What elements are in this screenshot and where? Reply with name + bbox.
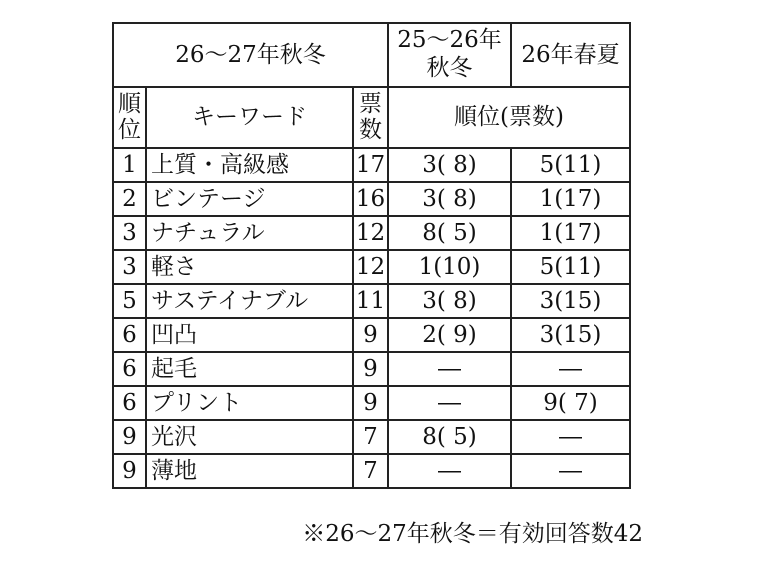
footnote: ※26～27年秋冬＝有効回答数42 [302, 521, 643, 547]
votes-header-line1: 票 [359, 91, 382, 118]
spring-period-rank-cell: 3(15) [511, 284, 630, 318]
rank-cell: 6 [113, 386, 146, 420]
ranking-table-container [112, 22, 631, 489]
prev-period-rank-cell: ― [388, 386, 511, 420]
votes-header-line2: 数 [359, 116, 382, 143]
votes-cell: 9 [353, 318, 388, 352]
keyword-cell: 軽さ [146, 250, 353, 284]
rank-cell: 5 [113, 284, 146, 318]
prev-period-rank-cell: 8( 5) [388, 216, 511, 250]
keyword-cell: ナチュラル [146, 216, 353, 250]
rank-column-header [113, 87, 146, 148]
table-row [113, 454, 630, 488]
keyword-column-header: キーワード [146, 87, 353, 148]
prev-period-rank-cell: 2( 9) [388, 318, 511, 352]
rank-cell: 9 [113, 454, 146, 488]
table-row [113, 420, 630, 454]
spring-period-rank-cell: 3(15) [511, 318, 630, 352]
votes-cell: 11 [353, 284, 388, 318]
table-row [113, 386, 630, 420]
votes-cell: 17 [353, 148, 388, 182]
spring-period-header: 26年春夏 [511, 23, 630, 87]
keyword-cell: 光沢 [146, 420, 353, 454]
table-row [113, 182, 630, 216]
votes-column-header [353, 87, 388, 148]
keyword-cell: 凹凸 [146, 318, 353, 352]
spring-period-rank-cell: 1(17) [511, 182, 630, 216]
keyword-ranking-table [112, 22, 631, 489]
table-row [113, 284, 630, 318]
votes-cell: 9 [353, 352, 388, 386]
rank-votes-column-header: 順位(票数) [388, 87, 630, 148]
rank-cell: 9 [113, 420, 146, 454]
keyword-cell: ビンテージ [146, 182, 353, 216]
spring-period-rank-cell: 1(17) [511, 216, 630, 250]
rank-cell: 3 [113, 216, 146, 250]
rank-cell: 2 [113, 182, 146, 216]
rank-cell: 6 [113, 352, 146, 386]
votes-cell: 7 [353, 454, 388, 488]
keyword-cell: プリント [146, 386, 353, 420]
prev-period-rank-cell: ― [388, 352, 511, 386]
votes-cell: 12 [353, 216, 388, 250]
rank-cell: 3 [113, 250, 146, 284]
header-row-columns [113, 87, 630, 148]
current-period-header: 26～27年秋冬 [113, 23, 388, 87]
rank-cell: 6 [113, 318, 146, 352]
keyword-cell: 上質・高級感 [146, 148, 353, 182]
votes-cell: 12 [353, 250, 388, 284]
prev-period-rank-cell: 1(10) [388, 250, 511, 284]
header-row-periods [113, 23, 630, 87]
prev-period-rank-cell: 3( 8) [388, 182, 511, 216]
rank-header-line2: 位 [118, 116, 141, 143]
keyword-cell: 薄地 [146, 454, 353, 488]
keyword-cell: サステイナブル [146, 284, 353, 318]
prev-period-rank-cell: 8( 5) [388, 420, 511, 454]
table-row [113, 250, 630, 284]
rank-cell: 1 [113, 148, 146, 182]
prev-period-rank-cell: 3( 8) [388, 284, 511, 318]
table-row [113, 352, 630, 386]
spring-period-rank-cell: 9( 7) [511, 386, 630, 420]
prev-period-line1: 25～26年 [397, 27, 502, 54]
table-row [113, 216, 630, 250]
rank-header-line1: 順 [118, 91, 141, 118]
spring-period-rank-cell: 5(11) [511, 250, 630, 284]
spring-period-rank-cell: ― [511, 454, 630, 488]
table-row [113, 318, 630, 352]
prev-period-header [388, 23, 511, 87]
prev-period-line2: 秋冬 [426, 55, 473, 81]
votes-cell: 9 [353, 386, 388, 420]
spring-period-rank-cell: ― [511, 352, 630, 386]
votes-cell: 16 [353, 182, 388, 216]
votes-cell: 7 [353, 420, 388, 454]
prev-period-rank-cell: ― [388, 454, 511, 488]
spring-period-rank-cell: ― [511, 420, 630, 454]
spring-period-rank-cell: 5(11) [511, 148, 630, 182]
table-row [113, 148, 630, 182]
keyword-cell: 起毛 [146, 352, 353, 386]
prev-period-rank-cell: 3( 8) [388, 148, 511, 182]
